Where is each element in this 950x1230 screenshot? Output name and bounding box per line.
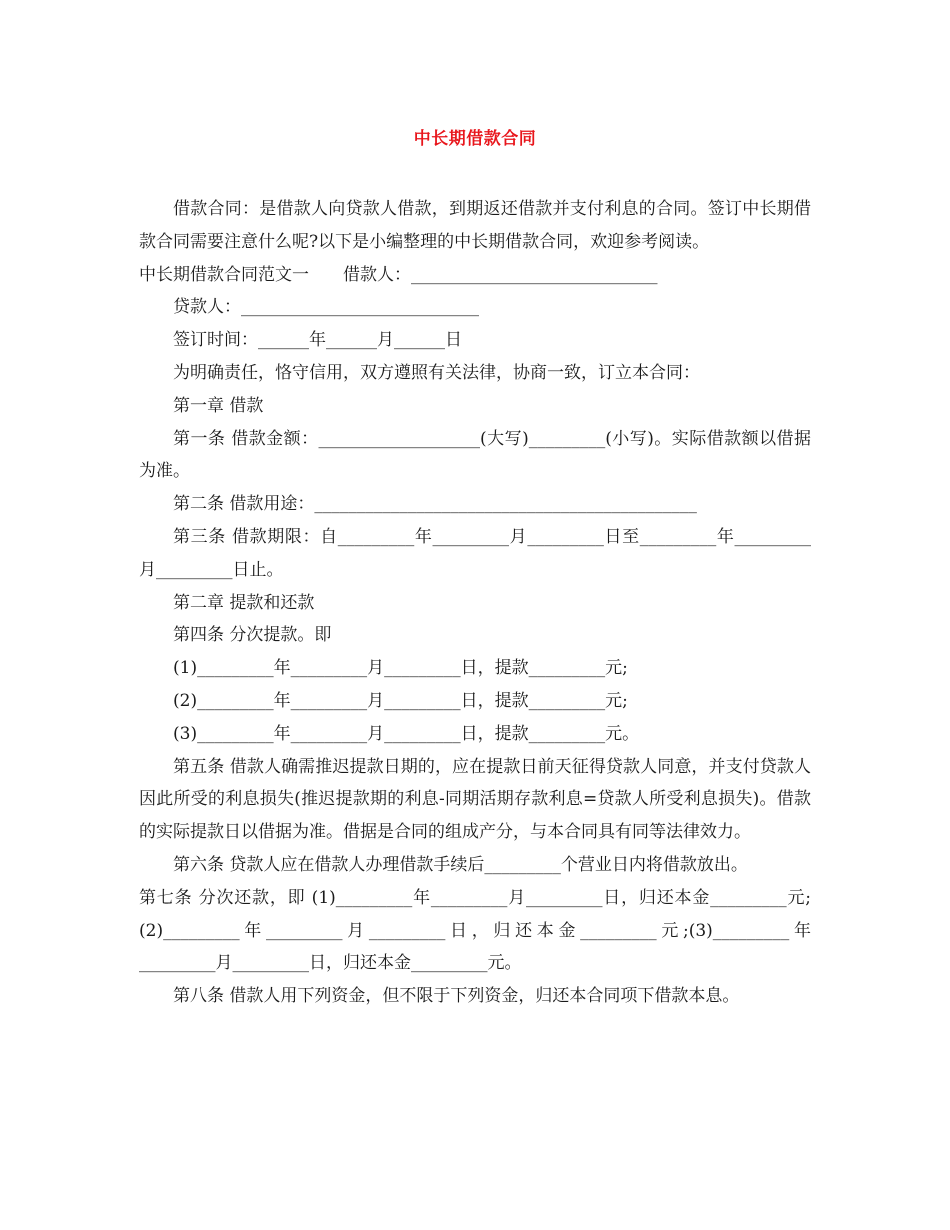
article-4: 第四条 分次提款。即 (173, 625, 332, 646)
document-title: 中长期借款合同 (413, 129, 537, 149)
intro-paragraph: 借款合同：是借款人向贷款人借款，到期返还借款并支付利息的合同。签订中长期借款合同需要注意什么呢?以下是小编整理的中长期借款合同，欢迎参考阅读。 (139, 199, 811, 252)
article-1: 第一条 借款金额：___________________(大写)_________(小写)。实际借款额以借据为准。 (139, 428, 811, 482)
preamble-line: 为明确责任，恪守信用，双方遵照有关法律，协商一致，订立本合同： (173, 362, 700, 383)
article-7: 第七条 分次还款，即 (1)_________年_________月_________日，归还本金_________元; (2)_________年_________月_________日，归还本金_________元;(3)_________年_________月_________日，归还本金_________元。 (139, 887, 811, 974)
article-2: 第二条 借款用途：_____________________________________________ (173, 494, 697, 515)
article-5: 第五条 借款人确需推迟提款日期的，应在提款日前天征得贷款人同意，并支付贷款人因此所受的利息损失(推迟提款期的利息-同期活期存款利息=贷款人所受利息损失)。借款的实际提款日以借据为准。借据是合同的组成产分，与本合同具有同等法律效力。 (139, 756, 811, 843)
installment-2: (2)_________年_________月_________日，提款_________元; (173, 690, 628, 711)
signing-date-line: 签订时间：______年______月______日 (173, 330, 462, 351)
document-body (139, 193, 811, 1013)
article-8: 第八条 借款人用下列资金，但不限于下列资金，归还本合同项下借款本息。 (173, 986, 740, 1007)
chapter-1-heading: 第一章 借款 (173, 395, 264, 416)
chapter-2-heading: 第二章 提款和还款 (173, 592, 315, 613)
article-6: 第六条 贷款人应在借款人办理借款手续后_________个营业日内将借款放出。 (173, 854, 748, 875)
installment-3: (3)_________年_________月_________日，提款_________元。 (173, 723, 640, 744)
installment-1: (1)_________年_________月_________日，提款_________元; (173, 658, 628, 679)
article-3: 第三条 借款期限：自_________年_________月_________日至_________年_________月_________日止。 (139, 526, 811, 580)
sample-heading-borrower-line: 中长期借款合同范文一 借款人：_____________________________ (139, 264, 658, 285)
lender-line: 贷款人：____________________________ (173, 297, 479, 318)
